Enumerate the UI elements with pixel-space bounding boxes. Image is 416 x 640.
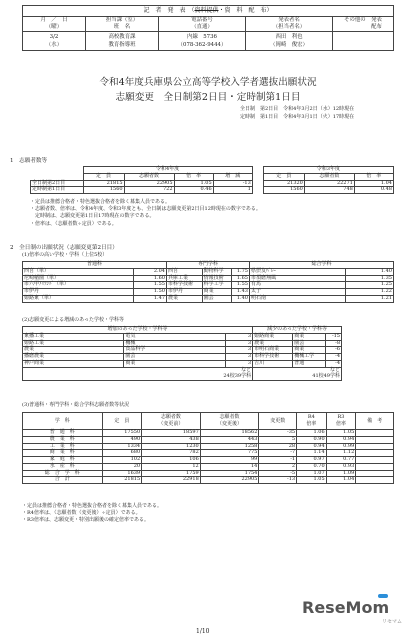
change-table xyxy=(22,326,342,381)
dept-remarks xyxy=(356,443,394,450)
comp-school: 市須磨翔風 xyxy=(249,275,345,282)
s1-corner xyxy=(31,167,84,174)
s2-note-1: ・R4倍率は、（志願者数（変更後）÷定員）である。 xyxy=(22,510,141,517)
dept-row xyxy=(23,436,394,443)
special-ratio: 1.55 xyxy=(231,282,249,289)
dept-value: -1 xyxy=(259,457,297,464)
s1-h4-1: 志願者数 xyxy=(124,173,174,180)
dept-value: -7 xyxy=(259,450,297,457)
logo-word: ReseMom xyxy=(302,598,390,617)
dept-value: 0.94 xyxy=(326,436,356,443)
dept-value: 106 xyxy=(142,457,201,464)
special-school: 西宮 xyxy=(166,268,202,275)
dept-row xyxy=(23,463,394,470)
comp-school: 有馬 xyxy=(249,282,345,289)
dept-value: 1.07 xyxy=(297,470,327,477)
s1-r0-c3: -13 xyxy=(213,180,252,187)
s1-h4-3: 増 減 xyxy=(213,173,252,180)
s1-r1-c0: 1560 xyxy=(83,187,124,194)
dept-value: 21815 xyxy=(102,477,142,484)
dept-name: 家 庭 科 xyxy=(23,457,103,464)
header-col-person: 発表者名 （担当者名） xyxy=(246,17,333,32)
general-ratio: 1.50 xyxy=(134,289,167,296)
s2-note-0: ・定員は推薦合格者・特色選抜合格者を除く募集人員である。 xyxy=(22,503,163,509)
dept-value: 5 xyxy=(259,436,297,443)
special-dept: 商業 xyxy=(202,289,231,296)
dept-value: 1.04 xyxy=(326,477,356,484)
comp-ratio: 1.22 xyxy=(345,289,393,296)
s1-h4-2: 倍 率 xyxy=(174,173,213,180)
top5-table xyxy=(22,261,394,303)
dept-table xyxy=(22,412,394,484)
s1-gap xyxy=(252,167,263,174)
s1-gap3 xyxy=(252,180,263,187)
inc-dept: 電気 xyxy=(124,333,225,340)
general-school: 尼崎稲園（単） xyxy=(23,275,134,282)
dept-value: 1.05 xyxy=(297,477,327,484)
dept-value: 1759 xyxy=(142,470,201,477)
header-block xyxy=(22,5,394,51)
comp-ratio: 1.21 xyxy=(345,295,393,302)
dept-header-row xyxy=(23,413,394,430)
header-title-post: ・資 料 配 布） xyxy=(218,7,273,14)
dept-value: 17550 xyxy=(102,430,142,437)
dept-header-cell: 定 員 xyxy=(102,413,142,430)
special-school: 市伊丹 xyxy=(166,289,202,296)
comp-school: 明石南 xyxy=(249,295,345,302)
change-inc-total: 24校39学科 xyxy=(23,374,253,381)
header-person: 西田 利也 （岡崎 俊宏） xyxy=(246,32,333,51)
dept-row xyxy=(23,470,394,477)
general-school: 市六甲ｱｲﾗﾝﾄﾞ（単） xyxy=(23,282,134,289)
dept-remarks xyxy=(356,457,394,464)
dept-row xyxy=(23,477,394,484)
s1-year3: 令和3年度 xyxy=(263,167,393,174)
dept-value: 22918 xyxy=(142,477,201,484)
change-h-dec: 減少のあった学校・学科等 xyxy=(253,327,342,334)
header-title xyxy=(22,5,394,16)
general-ratio: 1.47 xyxy=(134,295,167,302)
inc-dept: 商業 xyxy=(124,360,225,367)
dec-school: 姫路商業 xyxy=(253,333,293,340)
dept-header-cell: R4 倍率 xyxy=(297,413,327,430)
dec-dept: 商業 xyxy=(293,347,326,354)
dec-dept: 機械工学 xyxy=(293,354,326,361)
dept-row xyxy=(23,457,394,464)
general-ratio: 1.60 xyxy=(134,275,167,282)
dept-value: 0.77 xyxy=(326,457,356,464)
s1-row0-label: 全日制第2日目 xyxy=(31,180,84,187)
header-dept: 高校教育課 教育指導班 xyxy=(86,32,159,51)
dept-header-cell: 変更数 xyxy=(259,413,297,430)
s1-h4-0: 定 員 xyxy=(83,173,124,180)
s1-note-3: ・倍率は、（志願者数÷定員）である。 xyxy=(30,220,117,227)
dept-header-cell: 志願者数 （変更後） xyxy=(200,413,259,430)
section1-table xyxy=(30,166,394,194)
dept-value: 1258 xyxy=(200,443,259,450)
title-note1: 全日制 第2日目 令和4年3月2日（水）12時現在 xyxy=(240,106,355,112)
dept-name: 総 合 学 科 xyxy=(23,470,103,477)
s1-notes xyxy=(30,199,261,228)
dept-value: 22905 xyxy=(200,477,259,484)
resemom-logo xyxy=(302,598,412,630)
dept-header-cell: R3 倍率 xyxy=(326,413,356,430)
s1-row1-label: 定時制第1日目 xyxy=(31,187,84,194)
dept-name: 水 産 科 xyxy=(23,463,103,470)
s1-r0-c1: 22905 xyxy=(124,180,174,187)
s1-r0-c5: 22271 xyxy=(304,180,354,187)
dec-school: 市明石商業 xyxy=(253,347,293,354)
general-ratio: 1.55 xyxy=(134,282,167,289)
dept-value: 438 xyxy=(142,436,201,443)
dept-value: 1.14 xyxy=(297,450,327,457)
s1-r0-c2: 1.05 xyxy=(174,180,213,187)
special-school: 兵庫工業 xyxy=(166,275,202,282)
dept-value: 18597 xyxy=(142,430,201,437)
dept-remarks xyxy=(356,470,394,477)
dept-value: 1230 xyxy=(142,443,201,450)
dept-value: 102 xyxy=(102,457,142,464)
header-other-empty xyxy=(333,32,394,51)
dept-value: 1334 xyxy=(102,443,142,450)
dept-name: 普 通 科 xyxy=(23,430,103,437)
change-etc-dec: など xyxy=(253,367,342,374)
s1-r1-c3: 1 xyxy=(213,187,252,194)
general-school: 姫路東（単） xyxy=(23,295,134,302)
inc-school: 農業 xyxy=(23,347,124,354)
dept-row xyxy=(23,443,394,450)
inc-school: 姫路工業 xyxy=(23,340,124,347)
dept-header-cell: 学 科 xyxy=(23,413,103,430)
s1-note-1: ・志願者数、倍率は、令和4年度、令和3年度とも、全日制は志願変更第2日目12時現在の数字である。 xyxy=(30,206,261,213)
change-h-inc: 増加のあった学校・学科等 xyxy=(23,327,253,334)
s2-note-2: ・R3倍率は、志願変更・特別出願後の確定倍率である。 xyxy=(22,517,149,524)
special-dept: 情報技術 xyxy=(202,275,231,282)
inc-dept: 機械 xyxy=(124,340,225,347)
top5-row xyxy=(23,295,394,302)
dec-count: -6 xyxy=(326,347,342,354)
special-dept: 園芸 xyxy=(202,295,231,302)
section2-heading: 2 全日制の出願状況（志願変更第2日目） xyxy=(10,245,118,251)
dept-value: 20 xyxy=(102,463,142,470)
dept-remarks xyxy=(356,477,394,484)
inc-count: 3 xyxy=(225,340,252,347)
title-note2: 定時制 第1日目 令和4年3月1日（火）17時現在 xyxy=(240,114,355,120)
dept-value: 99 xyxy=(200,457,259,464)
dept-name: 農 業 科 xyxy=(23,436,103,443)
general-school: 西宮（単） xyxy=(23,268,134,275)
general-ratio: 2.04 xyxy=(134,268,167,275)
dept-name: 商 業 科 xyxy=(23,450,103,457)
special-dept: 科学工学 xyxy=(202,282,231,289)
dept-value: 12 xyxy=(142,463,201,470)
s2-notes xyxy=(22,503,162,525)
s1-r1-c2: 0.46 xyxy=(174,187,213,194)
s1-h3-2: 倍 率 xyxy=(354,173,393,180)
top5-h-special: 専門学科 xyxy=(166,262,249,269)
dec-count: -8 xyxy=(326,340,342,347)
s1-r1-c4: 1560 xyxy=(263,187,304,194)
dept-value: -35 xyxy=(259,430,297,437)
top5-row xyxy=(23,268,394,275)
dec-school: 農業 xyxy=(253,340,293,347)
header-col-date: 月 ／ 日 （曜） xyxy=(23,17,86,32)
dept-value: 0.97 xyxy=(297,457,327,464)
inc-count: 3 xyxy=(225,354,252,361)
dec-dept: 商業 xyxy=(293,333,326,340)
inc-school: 神戸商業 xyxy=(23,360,124,367)
dec-count: -4 xyxy=(326,360,342,367)
header-date: 3/2 （水） xyxy=(23,32,86,51)
dept-value: 1.09 xyxy=(326,470,356,477)
dec-school: 市科学技術 xyxy=(253,354,293,361)
dept-remarks xyxy=(356,463,394,470)
header-col-other: その他の 発表 配布 xyxy=(333,17,394,32)
s1-r1-c6: 0.48 xyxy=(354,187,393,194)
s1-note-0: ・定員は推薦合格者・特色選抜合格者を除く募集人員である。 xyxy=(30,199,171,205)
inc-dept: 食品科学 xyxy=(124,347,225,354)
s1-year4: 令和4年度 xyxy=(83,167,252,174)
change-row xyxy=(23,333,342,340)
logo-sub: リセマム xyxy=(382,619,402,625)
dept-value: -13 xyxy=(259,477,297,484)
inc-school: 東播工業 xyxy=(23,333,124,340)
header-col-phone: 電話番号 （直通） xyxy=(159,17,246,32)
s1-h3-1: 志願者数 xyxy=(304,173,354,180)
dept-header-cell: 志願者数 （変更前） xyxy=(142,413,201,430)
inc-dept: 園芸 xyxy=(124,354,225,361)
comp-ratio: 1.35 xyxy=(345,275,393,282)
dept-value: 18562 xyxy=(200,430,259,437)
s1-r1-c1: 722 xyxy=(124,187,174,194)
dept-value: 1.06 xyxy=(297,430,327,437)
header-title-strike: 資料提供 xyxy=(194,7,219,14)
section2-sub3: (3)普通科・専門学科・総合学科志願者数等状況 xyxy=(22,402,130,408)
comp-ratio: 1.40 xyxy=(345,268,393,275)
special-ratio: 1.75 xyxy=(231,268,249,275)
section2-sub2: (2)志願変更による増減のあった学校・学科等 xyxy=(22,317,125,323)
dept-remarks xyxy=(356,450,394,457)
s1-h3-0: 定 員 xyxy=(263,173,304,180)
change-etc-inc: など xyxy=(23,367,253,374)
s1-corner2 xyxy=(31,173,84,180)
dept-value: 0.90 xyxy=(297,436,327,443)
title-line1: 令和4年度兵庫県公立高等学校入学者選抜出願状況 xyxy=(99,77,317,88)
dept-value: 0.93 xyxy=(326,463,356,470)
header-title-pre: 記 者 発 表 （ xyxy=(143,7,195,14)
dept-value: 0.99 xyxy=(326,443,356,450)
dept-value: 28 xyxy=(259,443,297,450)
special-school: 農業 xyxy=(166,295,202,302)
dept-value: 443 xyxy=(200,436,259,443)
comp-ratio: 1.25 xyxy=(345,282,393,289)
special-ratio: 1.65 xyxy=(231,275,249,282)
change-dec-total: 41校49学科 xyxy=(253,374,342,381)
s1-gap4 xyxy=(252,187,263,194)
general-school: 市伊丹 xyxy=(23,289,134,296)
title-line2: 志願変更 全日制第2日目・定時制第1日目 xyxy=(115,92,301,103)
dept-value: 1.12 xyxy=(326,450,356,457)
top5-h-general: 普通科 xyxy=(23,262,167,269)
dept-remarks xyxy=(356,430,394,437)
s1-note-2: 定時制は、志願変更第1日目17時現在の数字である。 xyxy=(30,213,155,220)
dept-value: 782 xyxy=(142,450,201,457)
s1-r0-c6: 1.04 xyxy=(354,180,393,187)
dept-value: 2 xyxy=(259,463,297,470)
dec-count: -15 xyxy=(326,333,342,340)
dec-dept: 普通 xyxy=(293,360,326,367)
dept-value: 775 xyxy=(200,450,259,457)
inc-count: 3 xyxy=(225,347,252,354)
dept-remarks xyxy=(356,436,394,443)
special-school: 市科学技術 xyxy=(166,282,202,289)
comp-school: 太子 xyxy=(249,289,345,296)
dept-header-cell: 備 考 xyxy=(356,413,394,430)
inc-count: 3 xyxy=(225,333,252,340)
dept-value: 14 xyxy=(200,463,259,470)
special-dept: 動物科学 xyxy=(202,268,231,275)
dept-value: 1.05 xyxy=(326,430,356,437)
dept-row xyxy=(23,430,394,437)
dept-value: -5 xyxy=(259,470,297,477)
page-number: 1/10 xyxy=(196,628,210,635)
special-ratio: 1.43 xyxy=(231,289,249,296)
change-row xyxy=(23,360,342,367)
section1-heading: 1 志願者数等 xyxy=(10,158,48,164)
dept-value: 1639 xyxy=(102,470,142,477)
dept-value: 490 xyxy=(102,436,142,443)
inc-count: 3 xyxy=(225,360,252,367)
s1-r0-c4: 21320 xyxy=(263,180,304,187)
s1-gap2 xyxy=(252,173,263,180)
dept-value: 680 xyxy=(102,450,142,457)
header-col-dept: 担当課（室） 班 名 xyxy=(86,17,159,32)
dept-name: 合 計 xyxy=(23,477,103,484)
header-phone: 内線 5736 （078-362-9444） xyxy=(159,32,246,51)
comp-school: 県摂友ﾊﾞﾚｰ xyxy=(249,268,345,275)
dept-value: 0.70 xyxy=(297,463,327,470)
dept-row xyxy=(23,450,394,457)
top5-h-comp: 総合学科 xyxy=(249,262,393,269)
dept-value: 0.94 xyxy=(297,443,327,450)
special-ratio: 1.40 xyxy=(231,295,249,302)
dec-school: 吉川 xyxy=(253,360,293,367)
s1-r0-c0: 21815 xyxy=(83,180,124,187)
dept-value: 1754 xyxy=(200,470,259,477)
logo-text xyxy=(302,598,389,617)
s1-r1-c5: 748 xyxy=(304,187,354,194)
dec-count: -4 xyxy=(326,354,342,361)
section2-sub1: (1)倍率の高い学校・学科（上位5校） xyxy=(22,252,108,258)
dec-dept: 園芸 xyxy=(293,340,326,347)
inc-school: 播磨農業 xyxy=(23,354,124,361)
logo-accent-icon xyxy=(378,594,388,598)
dept-name: 工 業 科 xyxy=(23,443,103,450)
